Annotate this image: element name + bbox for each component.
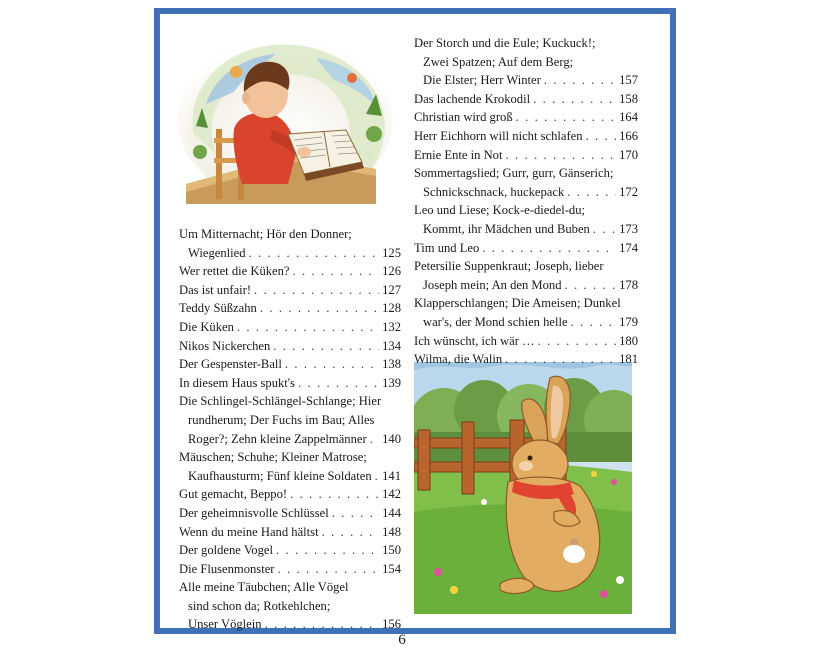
toc-entry (414, 257, 638, 294)
toc-entry-title-line: Der Storch und die Eule; Kuckuck!; (414, 36, 596, 50)
toc-leader-dots (562, 276, 617, 295)
toc-leader-dots (568, 313, 617, 332)
toc-entry-title: Christian wird groß (414, 110, 513, 125)
toc-entry-title: Das lachende Krokodil (414, 91, 531, 106)
toc-entry-title-line: Klapperschlangen; Die Ameisen; Dunkel (414, 296, 621, 311)
toc-leader-dots (287, 485, 379, 504)
page-border-left (154, 8, 160, 634)
page-number: 6 (398, 632, 406, 648)
toc-leader-dots (513, 108, 616, 127)
toc-entry-title-line: Zwei Spatzen; Auf dem Berg; (423, 54, 574, 69)
toc-leader-dots (295, 374, 379, 393)
toc-page-number: 170 (619, 147, 638, 162)
toc-entry (179, 374, 401, 393)
toc-page-number: 144 (382, 505, 401, 520)
rabbit-at-fence-illustration (414, 362, 632, 614)
toc-page-number: 138 (382, 357, 401, 372)
toc-entry (179, 541, 401, 560)
toc-page-number: 142 (382, 487, 401, 502)
toc-leader-dots (530, 90, 616, 109)
toc-page-number: 141 (382, 468, 401, 483)
toc-entry-title: Kommt, ihr Mädchen und Buben (423, 221, 590, 236)
toc-leader-dots (479, 239, 616, 258)
toc-page-number: 128 (382, 301, 401, 316)
toc-entry (414, 164, 638, 201)
toc-page-number: 174 (619, 240, 638, 255)
toc-entry (414, 350, 638, 369)
toc-leader-dots (535, 332, 616, 351)
toc-entry-title-line: Petersilie Suppenkraut; Joseph, lieber (414, 259, 604, 274)
toc-entry-title-line: sind schon da; Rotkehlchen; (188, 598, 331, 613)
toc-page-number: 158 (619, 91, 638, 106)
toc-entry-title: Roger?; Zehn kleine Zappelmänner (188, 431, 367, 446)
table-of-contents-right-column (414, 34, 638, 369)
toc-page-number: 178 (619, 277, 638, 292)
toc-entry (179, 560, 401, 579)
toc-leader-dots (319, 523, 380, 542)
toc-entry-title: Herr Eichhorn will nicht schlafen (414, 128, 583, 143)
toc-entry (179, 299, 401, 318)
toc-entry (179, 523, 401, 542)
toc-entry (414, 127, 638, 146)
toc-page-number: 148 (382, 524, 401, 539)
page-border-top (154, 8, 676, 14)
toc-leader-dots (564, 183, 616, 202)
toc-leader-dots (275, 560, 380, 579)
toc-entry-title-line: rundherum; Der Fuchs im Bau; Alles (188, 412, 375, 427)
toc-entry-title: Gut gemacht, Beppo! (179, 487, 288, 502)
toc-leader-dots (290, 262, 380, 281)
toc-leader-dots (583, 127, 617, 146)
toc-entry (414, 239, 638, 258)
toc-entry-title-line: Leo und Liese; Kock-e-diedel-du; (414, 203, 585, 218)
toc-page-number: 127 (382, 282, 401, 297)
toc-leader-dots (273, 541, 379, 560)
toc-page-number: 139 (382, 375, 401, 390)
toc-leader-dots (367, 430, 379, 449)
toc-page-number: 166 (619, 128, 638, 143)
toc-entry (414, 294, 638, 331)
toc-page-number: 173 (619, 221, 638, 236)
toc-entry-title-line: Sommertagslied; Gurr, gurr, Gänserich; (414, 166, 614, 181)
toc-leader-dots (246, 244, 380, 263)
toc-entry (414, 201, 638, 238)
toc-page-number: 180 (619, 333, 638, 348)
toc-entry-title: Kaufhausturm; Fünf kleine Soldaten (188, 468, 372, 483)
toc-entry-title: Wiegenlied (188, 245, 246, 260)
toc-leader-dots (257, 299, 379, 318)
toc-entry-title: Wilma, die Walin (414, 352, 503, 367)
toc-page-number: 125 (382, 245, 401, 260)
toc-leader-dots (502, 350, 616, 369)
toc-leader-dots (372, 467, 379, 486)
toc-entry-title: Das ist unfair! (179, 282, 252, 297)
toc-entry (179, 504, 401, 523)
toc-page-number: 179 (619, 314, 638, 329)
toc-page-number: 154 (382, 561, 401, 576)
toc-entry-title: Der geheimnisvolle Schlüssel (179, 505, 329, 520)
toc-leader-dots (541, 71, 616, 90)
toc-entry-title-line: Die Schlingel-Schlängel-Schlange; Hier (179, 394, 382, 409)
toc-page-number: 134 (382, 338, 401, 353)
toc-entry (179, 262, 401, 281)
toc-page-number: 132 (382, 319, 401, 334)
toc-entry-title-line: Um Mitternacht; Hör den Donner; (179, 227, 352, 241)
toc-entry-title: Teddy Süßzahn (179, 301, 257, 316)
toc-page-number: 157 (619, 73, 638, 88)
boy-reading-book-illustration (176, 34, 394, 204)
toc-entry-title: Die Küken (179, 319, 234, 334)
toc-leader-dots (262, 615, 380, 634)
toc-entry (414, 146, 638, 165)
toc-entry-title: Der Gespenster-Ball (179, 357, 282, 372)
toc-page-number: 150 (382, 543, 401, 558)
toc-leader-dots (502, 146, 616, 165)
toc-entry-title-line: Mäuschen; Schuhe; Kleiner Matrose; (179, 450, 367, 465)
toc-page-number: 181 (619, 352, 638, 367)
toc-entry-title: Unser Vöglein (188, 617, 262, 632)
toc-leader-dots (270, 337, 379, 356)
toc-entry-title: In diesem Haus spukt's (179, 375, 295, 390)
toc-entry-title: Wer rettet die Küken? (179, 264, 290, 279)
toc-entry (414, 34, 638, 90)
toc-entry-title: Ich wünscht, ich wär … (414, 333, 535, 348)
toc-page-number: 140 (382, 431, 401, 446)
toc-page-number: 172 (619, 184, 638, 199)
toc-entry-title: Tim und Leo (414, 240, 480, 255)
toc-leader-dots (234, 318, 379, 337)
toc-entry-title: Joseph mein; An den Mond (423, 277, 562, 292)
toc-entry (179, 337, 401, 356)
toc-entry-title: Ernie Ente in Not (414, 147, 503, 162)
toc-page-number: 164 (619, 110, 638, 125)
page-border-right (670, 8, 676, 634)
toc-page-number: 156 (382, 617, 401, 632)
toc-leader-dots (590, 220, 616, 239)
toc-entry (414, 90, 638, 109)
toc-entry-title: Die Flusenmonster (179, 561, 275, 576)
toc-entry (414, 108, 638, 127)
toc-entry (179, 392, 401, 448)
toc-entry-title: Die Elster; Herr Winter (423, 73, 541, 88)
toc-leader-dots (282, 355, 379, 374)
toc-entry (414, 332, 638, 351)
toc-entry (179, 318, 401, 337)
toc-page-number: 126 (382, 264, 401, 279)
toc-entry (179, 355, 401, 374)
table-of-contents-left-column (179, 225, 401, 634)
toc-entry-title: Nikos Nickerchen (179, 338, 271, 353)
toc-leader-dots (251, 281, 379, 300)
toc-entry-title-line: Alle meine Täubchen; Alle Vögel (179, 580, 349, 595)
toc-entry-title: Schnickschnack, huckepack (423, 184, 565, 199)
toc-leader-dots (329, 504, 379, 523)
toc-entry-title: Der goldene Vogel (179, 543, 273, 558)
toc-entry-title: war's, der Mond schien helle (423, 314, 568, 329)
toc-entry (179, 448, 401, 485)
toc-entry (179, 281, 401, 300)
toc-entry (179, 578, 401, 634)
toc-entry (179, 485, 401, 504)
toc-entry (179, 225, 401, 262)
toc-entry-title: Wenn du meine Hand hältst (179, 524, 319, 539)
